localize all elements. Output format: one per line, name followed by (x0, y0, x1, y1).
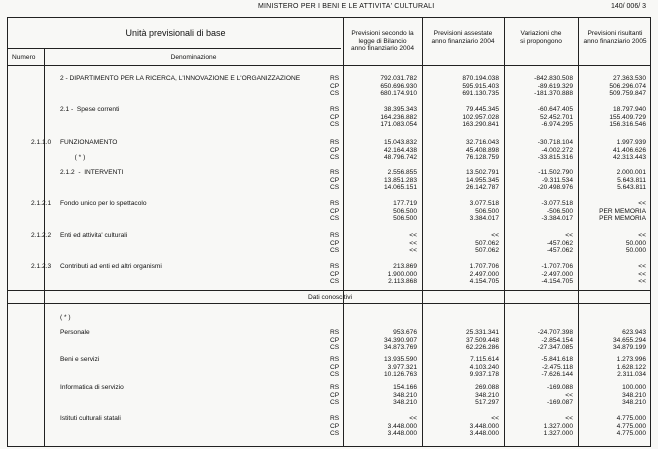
value-prev-2004: 13.935.590 3.977.321 10.126.763 (383, 356, 417, 379)
value-prev-2004: 38.395.343 164.236.882 171.083.054 (380, 106, 417, 129)
row-number: 2.1.2.2 (31, 232, 52, 239)
row-type-codes: RS CP CS (330, 263, 340, 286)
column-title: Unità previsionali di base (125, 28, 226, 38)
value-prev-2005: 100.000 348.210 348.210 (622, 384, 646, 407)
value-prev-2005: 27.363.530 506.296.074 509.759.847 (609, 75, 646, 98)
value-assestate-2004: 25.331.341 37.509.448 62.226.286 (465, 329, 499, 352)
value-assestate-2004: 1.707.706 2.497.000 4.154.705 (469, 263, 499, 286)
value-assestate-2004: 870.194.038 595.915.403 691.130.735 (462, 75, 499, 98)
value-prev-2004: << 3.448.000 3.448.000 (387, 415, 417, 438)
page-header (0, 3, 658, 13)
value-variazioni: -1.707.706 -2.497.000 -4.154.705 (541, 263, 573, 286)
value-prev-2005: << PER MEMORIA PER MEMORIA (599, 200, 646, 223)
value-prev-2005: << << << (638, 263, 646, 286)
value-prev-2004: 15.043.832 42.164.438 48.796.742 (383, 139, 417, 162)
value-prev-2005: 18.797.940 155.409.729 156.316.546 (609, 106, 646, 129)
value-assestate-2004: 3.077.518 506.500 3.384.017 (469, 200, 499, 223)
column-denominazione: Denominazione (170, 54, 217, 61)
row-number: 2.1.2.1 (31, 200, 52, 207)
value-prev-2005: 1.273.996 1.628.122 2.311.034 (616, 356, 646, 379)
row-denominazione: 2.1 - Spese correnti (60, 106, 120, 113)
row-type-codes: RS CP CS (330, 384, 340, 407)
column-prev-2005: Previsioni risultanti anno finanziario 2005 (583, 30, 647, 45)
row-type-codes: RS CP CS (330, 329, 340, 352)
row-divider (8, 303, 650, 304)
value-variazioni: -5.841.618 -2.475.118 -7.626.144 (541, 356, 573, 379)
value-variazioni: -11.502.790 -9.311.534 -20.498.976 (537, 169, 573, 192)
row-number: 2.1.1.0 (31, 139, 52, 146)
budget-table (7, 17, 651, 447)
value-variazioni: -30.718.104 -4.002.272 -33.815.316 (537, 139, 573, 162)
row-divider (8, 290, 650, 291)
value-variazioni: -60.647.405 52.452.701 -6.974.295 (537, 106, 573, 129)
row-type-codes: RS CP CS (330, 139, 340, 162)
value-assestate-2004: << 507.062 507.062 (475, 232, 499, 255)
row-denominazione: 2 - DIPARTIMENTO PER LA RICERCA, L'INNOVAZIONE E L'ORGANIZZAZIONE (60, 75, 301, 82)
ministry-title: MINISTERO PER I BENI E LE ATTIVITA' CULTURALI (258, 3, 435, 10)
row-denominazione: Beni e servizi (60, 356, 100, 363)
value-prev-2004: << << << (409, 232, 417, 255)
value-prev-2004: 213.869 1.900.000 2.113.868 (387, 263, 417, 286)
page-reference: 140/ 006/ 3 (610, 3, 646, 10)
value-variazioni: << -457.062 -457.062 (546, 232, 573, 255)
value-assestate-2004: << 3.448.000 3.448.000 (469, 415, 499, 438)
row-denominazione: Informatica di servizio (60, 384, 124, 391)
column-numero: Numero (12, 54, 36, 61)
row-number: 2.1.2.3 (31, 263, 52, 270)
value-variazioni: -3.077.518 -506.500 -3.384.017 (541, 200, 573, 223)
row-divider (8, 48, 341, 49)
row-type-codes: RS CP CS (330, 106, 340, 129)
column-prev-2004: Previsioni secondo la legge di Bilancio anno finanziario 2004 (350, 30, 415, 53)
row-type-codes: RS CP CS (330, 169, 340, 192)
value-prev-2005: 4.775.000 4.775.000 4.775.000 (616, 415, 646, 438)
value-assestate-2004: 7.115.614 4.103.240 9.937.178 (469, 356, 499, 379)
column-variazioni: Variazioni che si propongono (520, 30, 562, 45)
row-type-codes: RS CP CS (330, 75, 340, 98)
value-variazioni: << 1.327.000 1.327.000 (543, 415, 573, 438)
row-denominazione: Enti ed attivita' culturali (60, 232, 128, 239)
row-type-codes: RS CP CS (330, 200, 340, 223)
value-prev-2004: 953.676 34.390.907 34.873.769 (383, 329, 417, 352)
row-denominazione: 2.1.2 - INTERVENTI (60, 169, 124, 176)
row-divider (8, 65, 650, 66)
value-assestate-2004: 79.445.345 102.957.028 163.290.841 (462, 106, 499, 129)
column-assestate-2004: Previsioni assestate anno finanziario 2004 (431, 30, 495, 45)
value-prev-2004: 792.031.782 650.696.930 680.174.910 (380, 75, 417, 98)
value-prev-2005: << 50.000 50.000 (625, 232, 646, 255)
value-prev-2004: 2.556.855 13.851.283 14.065.151 (383, 169, 417, 192)
value-assestate-2004: 13.502.791 14.955.345 26.142.787 (465, 169, 499, 192)
section-label: Dati conoscitivi (308, 294, 352, 301)
row-type-codes: RS CP CS (330, 232, 340, 255)
row-type-codes: RS CP CS (330, 415, 340, 438)
value-assestate-2004: 32.716.043 45.408.898 76.128.759 (465, 139, 499, 162)
value-variazioni: -842.830.508 -89.619.329 -181.370.888 (534, 75, 573, 98)
value-prev-2004: 177.719 506.500 506.500 (393, 200, 417, 223)
value-prev-2005: 1.997.939 41.406.626 42.313.443 (612, 139, 646, 162)
value-prev-2004: 154.166 348.210 348.210 (393, 384, 417, 407)
value-assestate-2004: 269.088 348.210 517.297 (475, 384, 499, 407)
value-prev-2005: 623.943 34.655.294 34.879.199 (612, 329, 646, 352)
row-denominazione: FUNZIONAMENTO ( * ) (60, 139, 118, 162)
row-type-codes: RS CP CS (330, 356, 340, 379)
row-denominazione: Contributi ad enti ed altri organismi (60, 263, 162, 270)
value-variazioni: -24.707.398 -2.854.154 -27.347.085 (537, 329, 573, 352)
row-denominazione: Fondo unico per lo spettacolo (60, 200, 147, 207)
row-denominazione: ( * ) Personale (60, 314, 90, 337)
col-divider (44, 48, 45, 446)
value-prev-2005: 2.000.001 5.643.811 5.643.811 (616, 169, 646, 192)
row-denominazione: Istituti culturali statali (60, 415, 121, 422)
value-variazioni: -169.088 << -169.087 (546, 384, 573, 407)
